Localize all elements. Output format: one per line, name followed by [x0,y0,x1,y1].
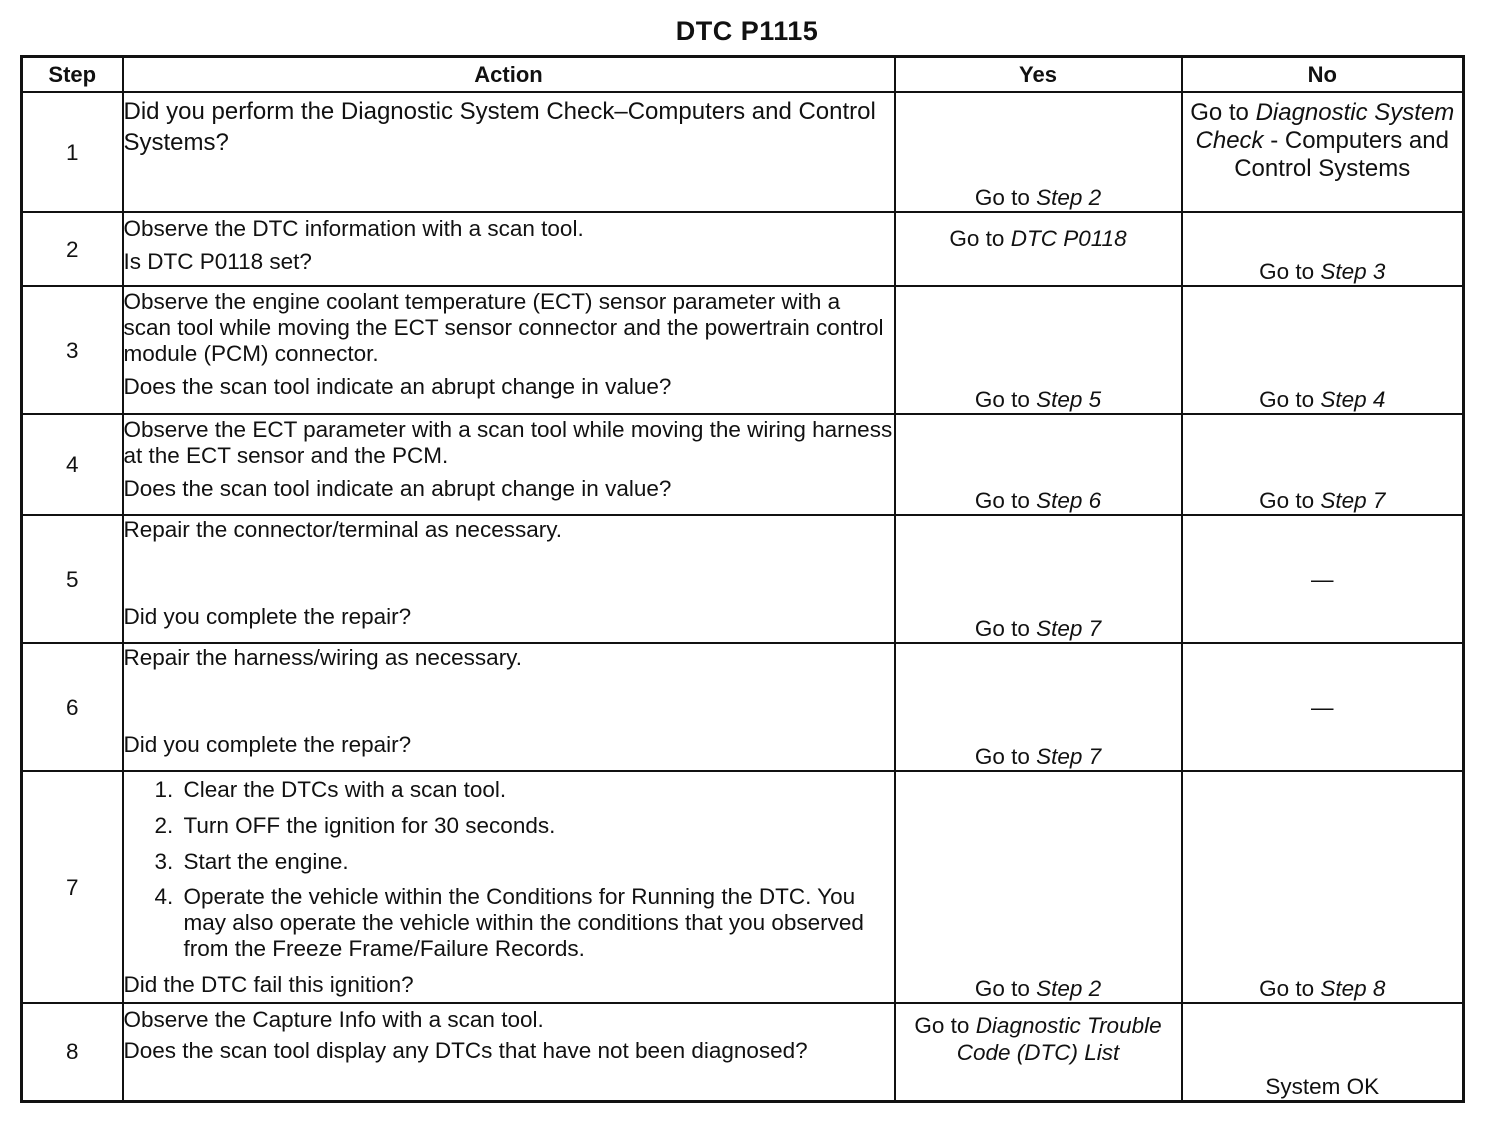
no-cell [1182,212,1464,286]
step-number: 8 [22,1003,123,1101]
yes-cell [895,286,1182,414]
yes-link[interactable]: DTC P0118 [1010,226,1127,251]
action-cell [123,212,895,286]
action-text: Observe the Capture Info with a scan tool. [123,1007,544,1032]
table-row [22,643,1464,771]
yes-prefix: Go to [974,185,1037,210]
no-dash: — [1311,694,1334,720]
no-link[interactable]: Diagnostic System Check [1195,99,1455,154]
table-header-row [22,57,1464,93]
yes-cell [895,771,1182,1003]
action-question: Did the DTC fail this ignition? [123,972,414,997]
yes-link[interactable]: Step 6 [1036,488,1102,513]
action-cell [123,92,895,212]
yes-cell [895,92,1182,212]
table-row [22,414,1464,515]
no-cell [1182,286,1464,414]
no-cell [1182,414,1464,515]
header-action: Action [123,57,895,93]
no-prefix: Go to [1190,99,1256,126]
yes-prefix: Go to [974,616,1037,641]
no-cell [1182,1003,1464,1101]
yes-cell [895,1003,1182,1101]
action-cell [123,414,895,515]
yes-link[interactable]: Step 2 [1036,976,1102,1001]
yes-cell [895,643,1182,771]
no-link[interactable]: Step 4 [1320,387,1386,412]
no-cell [1182,643,1464,771]
action-question: Does the scan tool display any DTCs that have not been diagnosed? [123,1038,808,1063]
header-no: No [1182,57,1464,93]
action-cell [123,286,895,414]
step-number: 5 [22,515,123,643]
no-prefix: Go to [1259,976,1321,1001]
header-yes: Yes [895,57,1182,93]
page-title: DTC P1115 [675,16,819,46]
no-cell [1182,771,1464,1003]
yes-cell [895,212,1182,286]
yes-link[interactable]: Step 7 [1036,744,1102,769]
action-text: Observe the ECT parameter with a scan tool while moving the wiring harness at the ECT sensor and the PCM. [123,417,893,468]
yes-cell [895,414,1182,515]
yes-prefix: Go to [974,387,1037,412]
action-question: Does the scan tool indicate an abrupt change in value? [123,476,672,501]
no-link[interactable]: Step 7 [1320,488,1386,513]
action-text: Observe the DTC information with a scan tool. [123,216,584,241]
yes-link[interactable]: Diagnostic Trouble Code (DTC) List [956,1013,1162,1065]
no-suffix: - Computers and Control Systems [1234,127,1449,182]
no-text: System OK [1265,1073,1380,1099]
action-question: Did you complete the repair? [123,732,412,757]
yes-link[interactable]: Step 2 [1036,185,1102,210]
table-row [22,1003,1464,1101]
yes-prefix: Go to [974,744,1037,769]
table-row [22,286,1464,414]
no-prefix: Go to [1259,488,1321,513]
yes-prefix: Go to [974,976,1037,1001]
list-item: 1. Clear the DTCs with a scan tool. [180,776,894,803]
action-text: Observe the engine coolant temperature (ECT) sensor parameter with a scan tool while moving the ECT sensor connector and the powertrain control module (PCM) connector. [123,289,884,366]
yes-prefix: Go to [949,226,1011,251]
step-number: 7 [22,771,123,1003]
yes-link[interactable]: Step 7 [1036,616,1102,641]
no-dash: — [1311,566,1334,592]
no-link[interactable]: Step 3 [1320,259,1386,284]
step-number: 1 [22,92,123,212]
step-number: 6 [22,643,123,771]
action-cell [123,771,895,1003]
step-number: 4 [22,414,123,515]
no-prefix: Go to [1259,259,1321,284]
yes-prefix: Go to [914,1013,976,1038]
list-item: 2. Turn OFF the ignition for 30 seconds. [180,812,894,839]
step-number: 2 [22,212,123,286]
action-step-list [124,776,894,962]
table-row [22,212,1464,286]
table-row [22,515,1464,643]
list-item: 4. Operate the vehicle within the Conditions for Running the DTC. You may also operate the vehicle within the conditions that you observed from the Freeze Frame/Failure Records. [180,884,894,962]
action-question: Is DTC P0118 set? [123,249,312,274]
no-cell [1182,515,1464,643]
yes-link[interactable]: Step 5 [1036,387,1102,412]
action-text: Repair the harness/wiring as necessary. [123,645,523,670]
no-prefix: Go to [1259,387,1321,412]
action-question: Does the scan tool indicate an abrupt change in value? [123,374,672,399]
list-item: 3. Start the engine. [180,848,894,875]
action-text: Repair the connector/terminal as necessary. [123,517,563,542]
action-question: Did you complete the repair? [123,604,412,629]
header-step: Step [22,57,123,93]
step-number: 3 [22,286,123,414]
table-row [22,92,1464,212]
no-cell [1182,92,1464,212]
dtc-table [20,55,1465,1103]
action-text: Did you perform the Diagnostic System Check–Computers and Control Systems? [123,98,876,156]
table-row [22,771,1464,1003]
yes-cell [895,515,1182,643]
action-cell [123,1003,895,1101]
action-cell [123,643,895,771]
no-link[interactable]: Step 8 [1320,976,1386,1001]
action-cell [123,515,895,643]
yes-prefix: Go to [974,488,1037,513]
